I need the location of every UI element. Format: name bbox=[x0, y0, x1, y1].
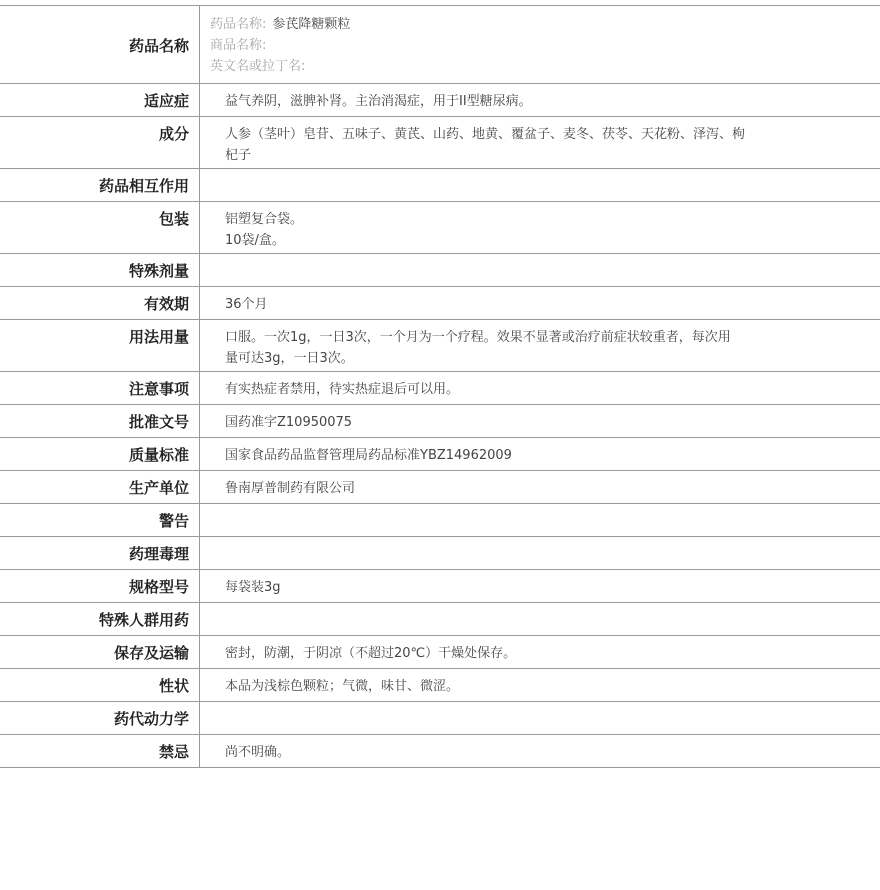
row-label: 药理毒理 bbox=[0, 537, 200, 569]
row-pharmacokinetics bbox=[0, 702, 880, 735]
row-label: 规格型号 bbox=[0, 570, 200, 602]
row-value bbox=[200, 84, 880, 116]
row-label: 特殊剂量 bbox=[0, 254, 200, 286]
row-label: 包装 bbox=[0, 202, 200, 253]
row-ingredients bbox=[0, 117, 880, 169]
row-label: 生产单位 bbox=[0, 471, 200, 503]
row-contraindications bbox=[0, 735, 880, 768]
row-value bbox=[200, 405, 880, 437]
row-label: 批准文号 bbox=[0, 405, 200, 437]
row-label: 禁忌 bbox=[0, 735, 200, 767]
value-line: 尚不明确。 bbox=[225, 745, 291, 760]
row-label: 警告 bbox=[0, 504, 200, 536]
row-drug-name bbox=[0, 6, 880, 84]
row-value bbox=[200, 471, 880, 503]
row-packaging bbox=[0, 202, 880, 254]
row-dosage-usage bbox=[0, 320, 880, 372]
row-label: 有效期 bbox=[0, 287, 200, 319]
row-value bbox=[200, 636, 880, 668]
row-value bbox=[200, 287, 880, 319]
row-value bbox=[200, 202, 880, 253]
row-indications bbox=[0, 84, 880, 117]
row-specification bbox=[0, 570, 880, 603]
row-warning bbox=[0, 504, 880, 537]
row-label: 特殊人群用药 bbox=[0, 603, 200, 635]
row-value bbox=[200, 669, 880, 701]
row-storage-transport bbox=[0, 636, 880, 669]
row-value bbox=[200, 438, 880, 470]
row-value bbox=[200, 603, 880, 635]
row-label: 性状 bbox=[0, 669, 200, 701]
row-description bbox=[0, 669, 880, 702]
row-value bbox=[200, 320, 880, 371]
trade-name-label: 商品名称: bbox=[210, 38, 267, 53]
value-line: 36个月 bbox=[225, 297, 268, 312]
drug-name-details bbox=[200, 6, 350, 83]
row-value bbox=[200, 117, 880, 168]
value-line: 口服。一次1g，一日3次，一个月为一个疗程。效果不显著或治疗前症状较重者，每次用 bbox=[225, 330, 731, 345]
row-value bbox=[200, 254, 880, 286]
row-label: 药代动力学 bbox=[0, 702, 200, 734]
value-line: 有实热症者禁用，待实热症退后可以用。 bbox=[225, 382, 460, 397]
row-label: 药品名称 bbox=[0, 6, 200, 83]
row-precautions bbox=[0, 372, 880, 405]
row-label: 注意事项 bbox=[0, 372, 200, 404]
value-line: 量可达3g，一日3次。 bbox=[225, 351, 354, 366]
row-label: 质量标准 bbox=[0, 438, 200, 470]
row-label: 适应症 bbox=[0, 84, 200, 116]
value-line: 杞子 bbox=[225, 148, 252, 163]
row-label: 用法用量 bbox=[0, 320, 200, 371]
row-label: 成分 bbox=[0, 117, 200, 168]
drug-info-table bbox=[0, 5, 880, 768]
value-line: 国家食品药品监督管理局药品标准YBZ14962009 bbox=[225, 448, 512, 463]
row-quality-standard bbox=[0, 438, 880, 471]
value-line: 10袋/盒。 bbox=[225, 233, 285, 248]
drug-name-value: 参芪降糖颗粒 bbox=[272, 17, 351, 32]
value-line: 每袋装3g bbox=[225, 580, 281, 595]
row-shelf-life bbox=[0, 287, 880, 320]
row-special-dosage bbox=[0, 254, 880, 287]
row-value bbox=[200, 702, 880, 734]
row-special-populations bbox=[0, 603, 880, 636]
english-name-label: 英文名或拉丁名: bbox=[210, 59, 306, 74]
row-value bbox=[200, 735, 880, 767]
drug-name-label: 药品名称: bbox=[210, 17, 267, 32]
row-value bbox=[200, 169, 880, 201]
value-line: 益气养阴，滋脾补肾。主治消渴症，用于II型糖尿病。 bbox=[225, 94, 532, 109]
value-line: 密封，防潮，于阴凉（不超过20℃）干燥处保存。 bbox=[225, 646, 517, 661]
row-label: 保存及运输 bbox=[0, 636, 200, 668]
value-line: 国药准字Z10950075 bbox=[225, 415, 353, 430]
row-label: 药品相互作用 bbox=[0, 169, 200, 201]
row-value bbox=[200, 570, 880, 602]
value-line: 人参（茎叶）皂苷、五味子、黄芪、山药、地黄、覆盆子、麦冬、茯苓、天花粉、泽泻、枸 bbox=[225, 127, 746, 142]
row-value bbox=[200, 372, 880, 404]
value-line: 本品为浅棕色颗粒；气微，味甘、微涩。 bbox=[225, 679, 460, 694]
row-drug-interactions bbox=[0, 169, 880, 202]
row-value bbox=[200, 504, 880, 536]
row-value bbox=[200, 537, 880, 569]
row-manufacturer bbox=[0, 471, 880, 504]
value-line: 鲁南厚普制药有限公司 bbox=[225, 481, 356, 496]
value-line: 铝塑复合袋。 bbox=[225, 212, 304, 227]
row-pharmacology-toxicology bbox=[0, 537, 880, 570]
row-approval-number bbox=[0, 405, 880, 438]
drug-name-line bbox=[210, 14, 350, 35]
